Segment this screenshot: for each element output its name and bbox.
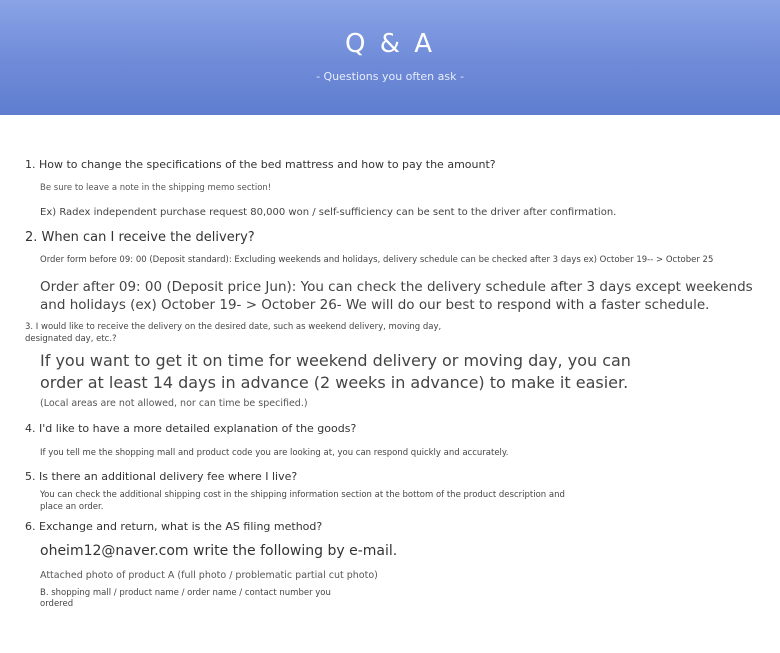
- faq-item-b-line-2: ordered: [40, 599, 74, 609]
- faq-question-5: 5. Is there an additional delivery fee where I live?: [25, 470, 298, 483]
- faq-answer-5-line-1: You can check the additional shipping cost in the shipping information section at the bottom of the product description and: [40, 490, 565, 500]
- faq-answer-4: If you tell me the shopping mall and product code you are looking at, you can respond quickly and accurately.: [40, 448, 509, 458]
- faq-answer-2-line-2: and holidays (ex) October 19- > October 26- We will do our best to respond with a faster schedule.: [40, 297, 710, 313]
- faq-item-b-line-1: B. shopping mall / product name / order name / contact number you: [40, 588, 331, 598]
- header-banner: [0, 0, 780, 115]
- page-title: Q & A: [344, 29, 436, 59]
- faq-answer-3-line-2: order at least 14 days in advance (2 weeks in advance) to make it easier.: [40, 373, 629, 392]
- faq-question-2: 2. When can I receive the delivery?: [25, 230, 255, 245]
- faq-question-3-line-1: 3. I would like to receive the delivery on the desired date, such as weekend delivery, moving day,: [25, 322, 442, 332]
- faq-question-3-line-2: designated day, etc.?: [25, 334, 117, 344]
- faq-question-1: 1. How to change the specifications of the bed mattress and how to pay the amount?: [25, 158, 496, 171]
- faq-answer-1: Ex) Radex independent purchase request 80,000 won / self-sufficiency can be sent to the driver after confirmation.: [40, 207, 617, 218]
- faq-question-4: 4. I'd like to have a more detailed explanation of the goods?: [25, 422, 357, 435]
- faq-contact-email: oheim12@naver.com write the following by e-mail.: [40, 543, 398, 559]
- faq-note-3: (Local areas are not allowed, nor can time be specified.): [40, 398, 308, 409]
- faq-item-a: Attached photo of product A (full photo / problematic partial cut photo): [40, 570, 378, 581]
- faq-question-6: 6. Exchange and return, what is the AS filing method?: [25, 520, 323, 533]
- faq-answer-2-line-1: Order after 09: 00 (Deposit price Jun): You can check the delivery schedule after 3 days except weekends: [40, 279, 753, 295]
- faq-answer-5-line-2: place an order.: [40, 502, 104, 512]
- faq-answer-3-line-1: If you want to get it on time for weekend delivery or moving day, you can: [40, 351, 631, 370]
- faq-note-2: Order form before 09: 00 (Deposit standard): Excluding weekends and holidays, delivery schedule can be checked after 3 days ex) October 19-- > October 25: [40, 255, 714, 265]
- faq-note-1: Be sure to leave a note in the shipping memo section!: [40, 183, 272, 193]
- page-subtitle: - Questions you often ask -: [316, 70, 464, 83]
